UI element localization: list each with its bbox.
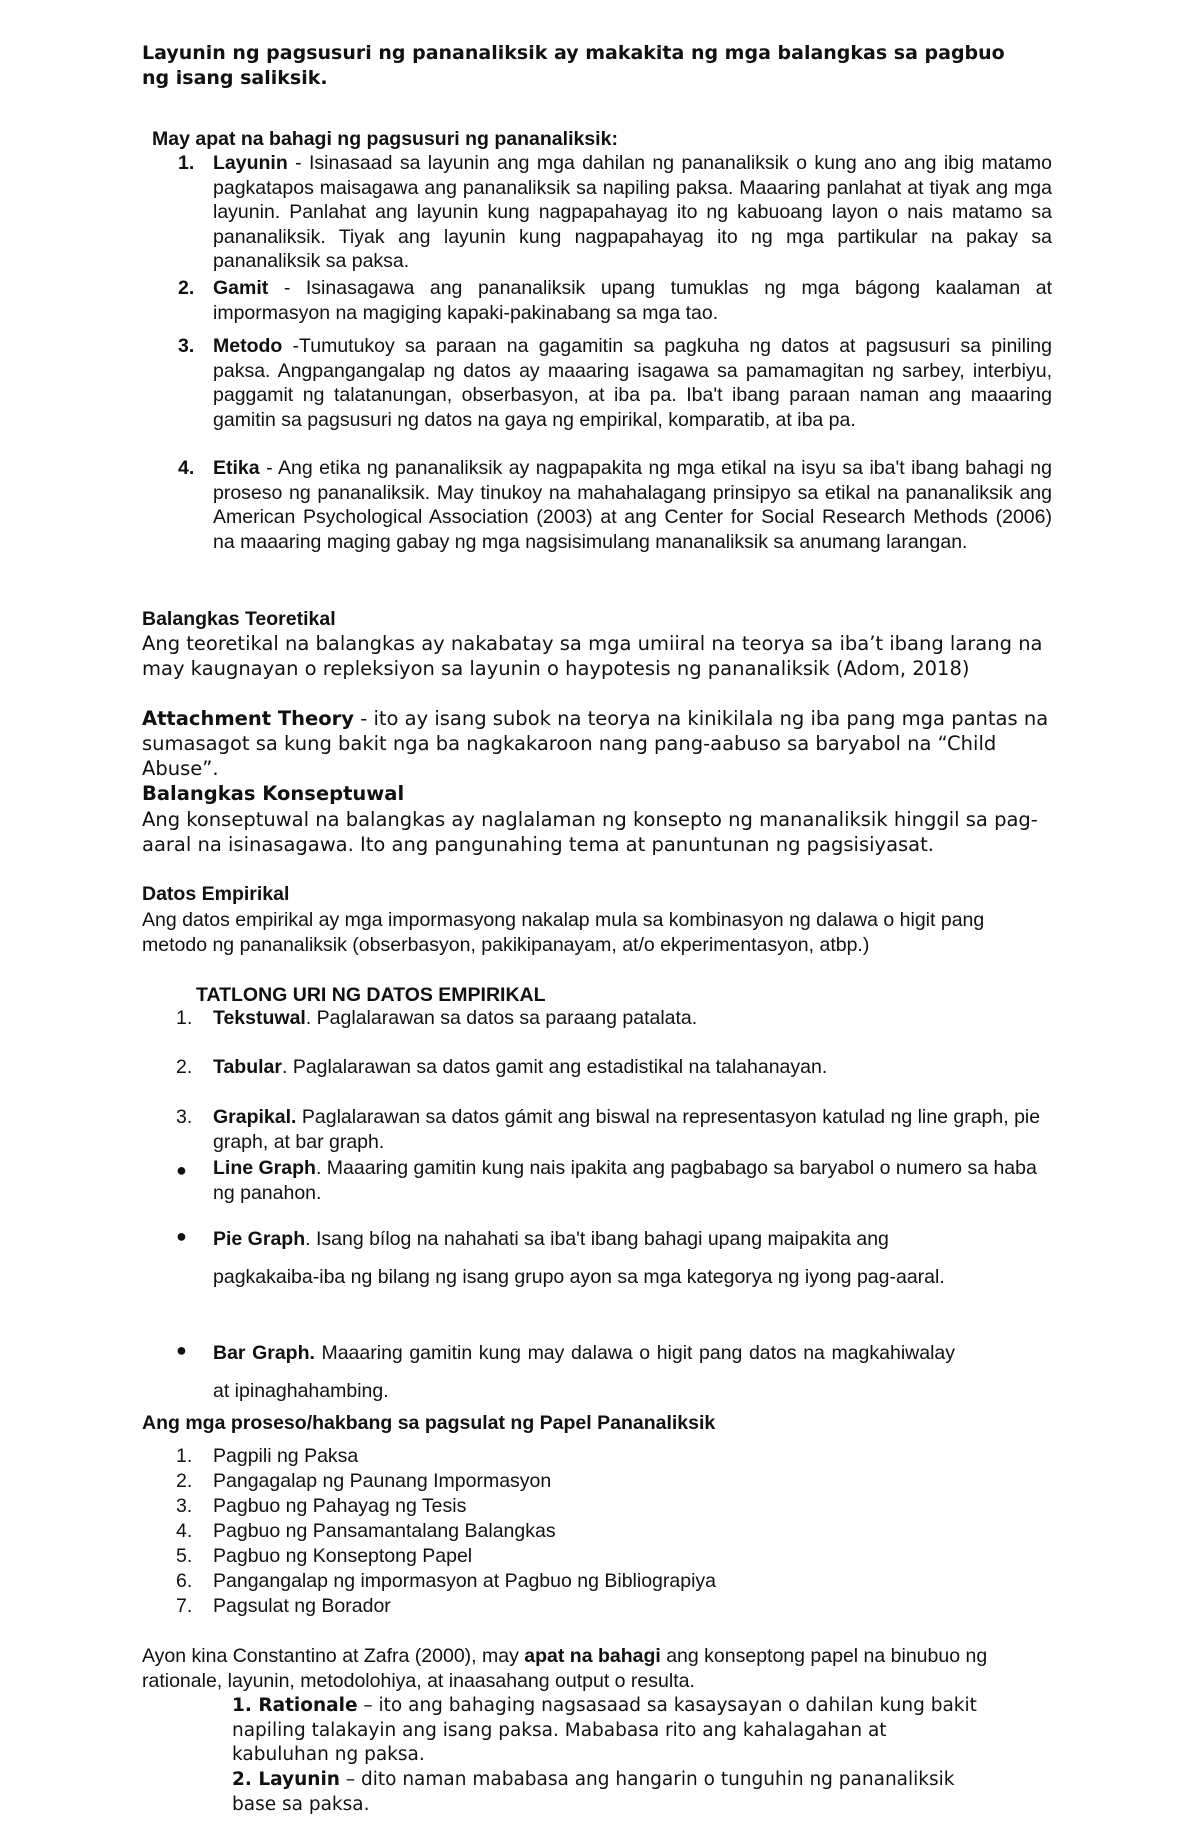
teoretikal-text: Ang teoretikal na balangkas ay nakabatay sa mga umiiral na teorya sa iba’t ibang larang na may kaugnayan o repleksiyon sa layunin o haypotesis ng pananaliksik (Adom, 2018) — [142, 632, 1043, 680]
item-term: Layunin — [213, 152, 288, 174]
konseptuwal-title: Balangkas Konseptuwal — [142, 782, 405, 805]
intro-text: Ayon kina Constantino at Zafra (2000), may — [142, 1645, 525, 1667]
konseptong-papel-intro — [142, 1644, 1022, 1693]
konseptong-papel-item — [232, 1768, 988, 1817]
item-term: Tabular — [213, 1056, 282, 1078]
bullet-term: Line Graph — [213, 1157, 316, 1179]
bullet-bar-graph — [213, 1334, 955, 1410]
theory-text: - ito ay isang subok na teorya na kinikilala ng iba pang mga pantas na sumasagot sa kung bakit nga ba nagkakaroon nang pang-aabuso sa baryabol na “Child Abuse”. — [142, 707, 1049, 780]
item-text: – ito ang bahaging nagsasaad sa kasaysayan o dahilan kung bakit napiling talakayin ang isang paksa. Mababasa rito ang kahalagahan at kabuluhan ng paksa. — [232, 1695, 977, 1765]
bullet-icon: ● — [176, 1160, 187, 1180]
list-item — [152, 276, 1052, 334]
item-number: 1. — [178, 152, 195, 174]
bullet-term: Pie Graph — [213, 1228, 306, 1250]
item-text: Pagsulat ng Borador — [213, 1595, 391, 1617]
item-text: - Isinasaad sa layunin ang mga dahilan ng pananaliksik o kung ano ang ibig matamo pagkatapos maisagawa ang pananaliksik sa napiling paksa. Maaaring panlahat at tiyak ang mga layunin. Panlahat ang layunin kung nagpapahayag ito ng kabuoang layon o nais matamo sa pananaliksik. Tiyak ang layunin kung nagpapahayag ito ng mga partikular na pakay sa pananaliksik sa paksa. — [213, 152, 1052, 272]
item-number: 3. — [178, 335, 195, 357]
bullet-text: Maaaring gamitin kung may dalawa o higit pang datos na magkahiwalay at ipinaghahambing. — [213, 1342, 956, 1402]
item-number: 3. — [176, 1106, 193, 1128]
item-term: Grapikal. — [213, 1106, 297, 1128]
item-text: Paglalarawan sa datos gámit ang biswal na representasyon katulad ng line graph, pie graph, at bar graph. — [213, 1106, 1041, 1153]
konseptong-papel-item — [232, 1694, 988, 1768]
konseptuwal-text: Ang konseptuwal na balangkas ay naglalaman ng konsepto ng mananaliksik hinggil sa pag-aaral na isinasagawa. Ito ang pangunahing tema at panuntunan ng pagsisiyasat. — [142, 808, 1038, 856]
item-term: Etika — [213, 457, 260, 479]
bullet-line-graph — [213, 1156, 1053, 1205]
intro-text: ang konseptong papel na binubuo ng rationale, layunin, metodolohiya, at inaasahang output o resulta. — [142, 1645, 988, 1692]
bullet-term: Bar Graph. — [213, 1342, 315, 1364]
item-text: . Paglalarawan sa datos sa paraang patalata. — [305, 1007, 698, 1029]
bahagi-list — [152, 151, 1052, 554]
item-number: 2. — [178, 277, 195, 299]
item-number: 5. — [176, 1545, 193, 1567]
teoretikal-title: Balangkas Teoretikal — [142, 608, 336, 630]
item-text: – dito naman mababasa ang hangarin o tunguhin ng pananaliksik base sa paksa. — [232, 1769, 955, 1815]
item-number: 4. — [176, 1520, 193, 1542]
item-number: 6. — [176, 1570, 193, 1592]
list-item — [152, 151, 1052, 276]
item-text: Pangagalap ng Paunang Impormasyon — [213, 1470, 552, 1492]
item-number: 2. — [176, 1056, 193, 1078]
item-term: Gamit — [213, 277, 269, 299]
item-number: 1. — [176, 1007, 193, 1029]
intro-statement: Layunin ng pagsusuri ng pananaliksik ay makakita ng mga balangkas sa pagbuo ng isang saliksik. — [142, 42, 1005, 89]
item-text: - Ang etika ng pananaliksik ay nagpapakita ng mga etikal na isyu sa iba't ibang bahagi ng proseso ng pananaliksik. May tinukoy na mahahalagang prinsipyo sa etikal na pananaliksik ang American Psychological Association (2003) at ang Center for Social Research Methods (2006) na maaaring maging gabay ng mga nagsisimulang mananaliksik sa anumang larangan. — [213, 457, 1052, 553]
proseso-heading: Ang mga proseso/hakbang sa pagsulat ng Papel Pananaliksik — [142, 1412, 716, 1434]
bahagi-heading: May apat na bahagi ng pagsusuri ng pananaliksik: — [152, 128, 618, 150]
list-item — [152, 334, 1052, 456]
item-text: -Tumutukoy sa paraan na gagamitin sa pagkuha ng datos at pagsusuri sa piniling paksa. Angpangangalap ng datos ay maaaring isagawa sa pamamagitan ng sarbey, interbiyu, paggamit ng talatanungan, obserbasyon, at iba pa. Iba't ibang paraan naman ang maaaring gamitin sa pagsusuri ng datos na gaya ng empirikal, komparatib, at iba pa. — [213, 335, 1052, 431]
empirikal-title: Datos Empirikal — [142, 883, 290, 905]
bullet-text: . Isang bílog na nahahati sa iba't ibang bahagi upang maipakita ang pagkakaiba-iba ng bilang ng isang grupo ayon sa mga kategorya ng iyong pag-aaral. — [213, 1228, 945, 1288]
item-text: Pagbuo ng Pansamantalang Balangkas — [213, 1520, 556, 1542]
item-text: Pagpili ng Paksa — [213, 1445, 359, 1467]
empirikal-text: Ang datos empirikal ay mga impormasyong nakalap mula sa kombinasyon ng dalawa o higit pang metodo ng pananaliksik (obserbasyon, pakikipanayam, at/o ekperimentasyon, atbp.) — [142, 909, 985, 956]
bullet-icon: ● — [176, 1340, 187, 1360]
bullet-text: . Maaaring gamitin kung nais ipakita ang pagbabago sa baryabol o numero sa haba ng panahon. — [213, 1157, 1037, 1204]
item-term: 2. Layunin — [232, 1769, 340, 1790]
bullet-pie-graph — [213, 1220, 973, 1296]
item-text: Pagbuo ng Pahayag ng Tesis — [213, 1495, 467, 1517]
item-number: 3. — [176, 1495, 193, 1517]
item-number: 4. — [178, 457, 195, 479]
item-text: Pangangalap ng impormasyon at Pagbuo ng Bibliograpiya — [213, 1570, 717, 1592]
attachment-theory — [142, 706, 1052, 781]
uri-heading: TATLONG URI NG DATOS EMPIRIKAL — [196, 984, 546, 1006]
item-term: 1. Rationale — [232, 1695, 358, 1716]
intro-emphasis: apat na bahagi — [524, 1645, 661, 1667]
item-text: Pagbuo ng Konseptong Papel — [213, 1545, 473, 1567]
item-number: 1. — [176, 1445, 193, 1467]
item-number: 7. — [176, 1595, 193, 1617]
list-item — [152, 456, 1052, 554]
bullet-icon: ● — [176, 1226, 187, 1246]
item-text: . Paglalarawan sa datos gamit ang estadistikal na talahanayan. — [281, 1056, 828, 1078]
item-number: 2. — [176, 1470, 193, 1492]
item-text: - Isinasagawa ang pananaliksik upang tumuklas ng mga bágong kaalaman at impormasyon na magiging kapaki-pakinabang sa mga tao. — [213, 277, 1052, 324]
item-term: Metodo — [213, 335, 283, 357]
theory-name: Attachment Theory — [142, 707, 355, 730]
item-term: Tekstuwal — [213, 1007, 306, 1029]
